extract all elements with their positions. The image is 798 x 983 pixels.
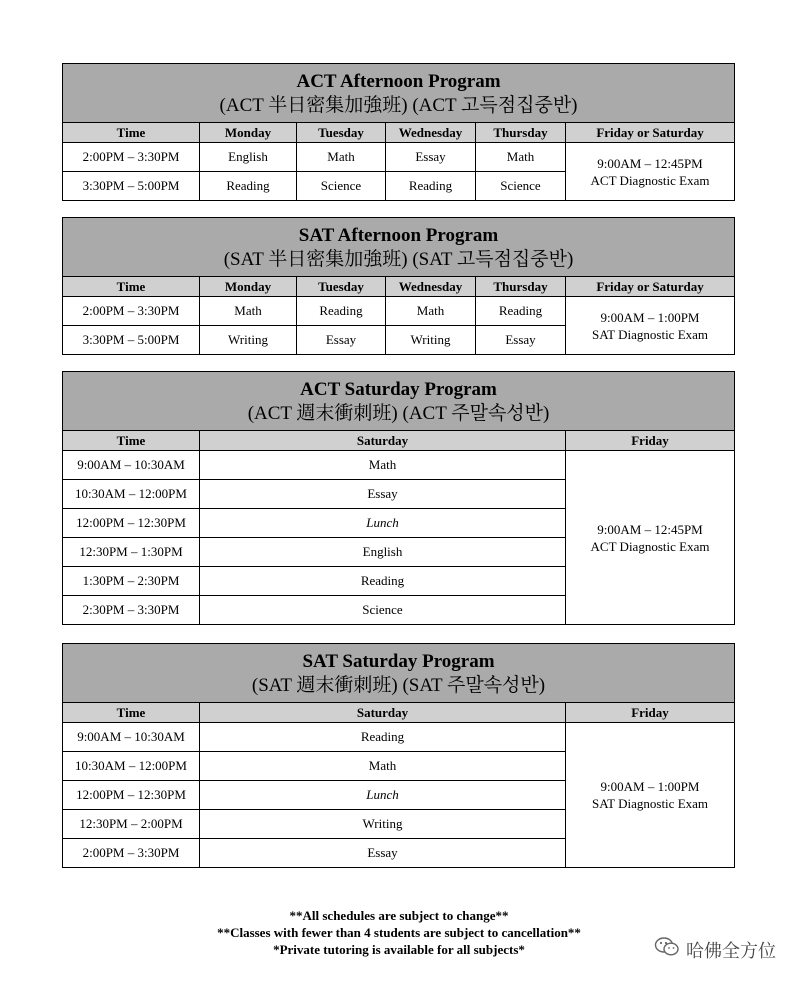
subject-cell: Reading [200,723,566,752]
lunch-cell: Lunch [200,781,566,810]
act-afternoon-table [62,63,735,201]
exam-name: SAT Diagnostic Exam [592,326,709,342]
column-header: Time [63,703,200,723]
sat-afternoon-table [62,217,735,355]
time-cell: 2:00PM – 3:30PM [63,143,200,172]
column-header: Friday or Saturday [566,123,735,143]
subject-cell: Essay [476,326,566,355]
column-header: Tuesday [297,123,386,143]
subject-cell: Reading [386,172,476,201]
column-header: Wednesday [386,123,476,143]
time-cell: 12:00PM – 12:30PM [63,781,200,810]
exam-time: 9:00AM – 12:45PM [597,521,703,537]
program-subtitle: (ACT 週末衝刺班) (ACT 주말속성반) [247,403,550,424]
time-cell: 1:30PM – 2:30PM [63,567,200,596]
footnote: **Classes with fewer than 4 students are subject to cancellation** [217,925,581,940]
column-header: Thursday [476,277,566,297]
act-saturday-table [62,371,735,625]
table-row [63,451,735,480]
subject-cell: Science [476,172,566,201]
watermark [654,936,776,963]
subject-cell: English [200,538,566,567]
time-cell: 2:30PM – 3:30PM [63,596,200,625]
wechat-icon [654,936,686,963]
column-header: Time [63,123,200,143]
footnote: *Private tutoring is available for all subjects* [273,942,525,957]
column-header: Saturday [200,703,566,723]
program-subtitle: (SAT 半日密集加強班) (SAT 고득점집중반) [223,249,574,270]
subject-cell: Writing [386,326,476,355]
subject-cell: Science [297,172,386,201]
watermark-text: 哈佛全方位 [686,940,776,962]
program-title: SAT Afternoon Program [298,225,499,246]
subject-cell: Writing [200,326,297,355]
diagnostic-exam-cell [566,723,735,868]
time-cell: 3:30PM – 5:00PM [63,326,200,355]
diagnostic-exam-cell [566,297,735,355]
column-header: Time [63,431,200,451]
sat-saturday-table [62,643,735,868]
subject-cell: Math [297,143,386,172]
time-cell: 10:30AM – 12:00PM [63,480,200,509]
time-cell: 3:30PM – 5:00PM [63,172,200,201]
table-row [63,297,735,326]
time-cell: 12:00PM – 12:30PM [63,509,200,538]
subject-cell: Writing [200,810,566,839]
program-title: ACT Afternoon Program [296,71,501,92]
column-header: Monday [200,277,297,297]
subject-cell: Science [200,596,566,625]
column-header: Monday [200,123,297,143]
program-subtitle: (ACT 半日密集加強班) (ACT 고득점집중반) [219,95,578,116]
column-header: Tuesday [297,277,386,297]
time-cell: 2:00PM – 3:30PM [63,839,200,868]
column-header: Saturday [200,431,566,451]
diagnostic-exam-cell [566,451,735,625]
subject-cell: Essay [297,326,386,355]
subject-cell: Reading [200,567,566,596]
table-title-cell [63,64,735,123]
exam-name: ACT Diagnostic Exam [590,172,710,188]
subject-cell: Math [476,143,566,172]
table-title-cell [63,218,735,277]
subject-cell: English [200,143,297,172]
lunch-cell: Lunch [200,509,566,538]
subject-cell: Math [200,297,297,326]
time-cell: 12:30PM – 1:30PM [63,538,200,567]
exam-name: SAT Diagnostic Exam [591,796,709,811]
table-row [63,723,735,752]
table-title-cell [63,372,735,431]
subject-cell: Reading [297,297,386,326]
time-cell: 12:30PM – 2:00PM [63,810,200,839]
subject-cell: Reading [476,297,566,326]
subject-cell: Essay [200,839,566,868]
exam-time: 9:00AM – 1:00PM [600,779,700,794]
column-header: Friday [566,431,735,451]
table-title-cell [63,644,735,703]
column-header: Friday or Saturday [566,277,735,297]
subject-cell: Math [200,451,566,480]
subject-cell: Essay [200,480,566,509]
subject-cell: Math [200,752,566,781]
subject-cell: Essay [386,143,476,172]
time-cell: 2:00PM – 3:30PM [63,297,200,326]
exam-time: 9:00AM – 12:45PM [597,155,703,171]
column-header: Time [63,277,200,297]
exam-name: ACT Diagnostic Exam [590,538,710,554]
time-cell: 10:30AM – 12:00PM [63,752,200,781]
column-header: Thursday [476,123,566,143]
subject-cell: Reading [200,172,297,201]
program-title: SAT Saturday Program [302,651,495,672]
subject-cell: Math [386,297,476,326]
column-header: Wednesday [386,277,476,297]
program-title: ACT Saturday Program [300,379,497,400]
exam-time: 9:00AM – 1:00PM [600,309,700,325]
time-cell: 9:00AM – 10:30AM [63,451,200,480]
column-header: Friday [566,703,735,723]
time-cell: 9:00AM – 10:30AM [63,723,200,752]
program-subtitle: (SAT 週末衝刺班) (SAT 주말속성반) [251,675,546,696]
footnote: **All schedules are subject to change** [289,908,509,923]
table-row [63,143,735,172]
diagnostic-exam-cell [566,143,735,201]
